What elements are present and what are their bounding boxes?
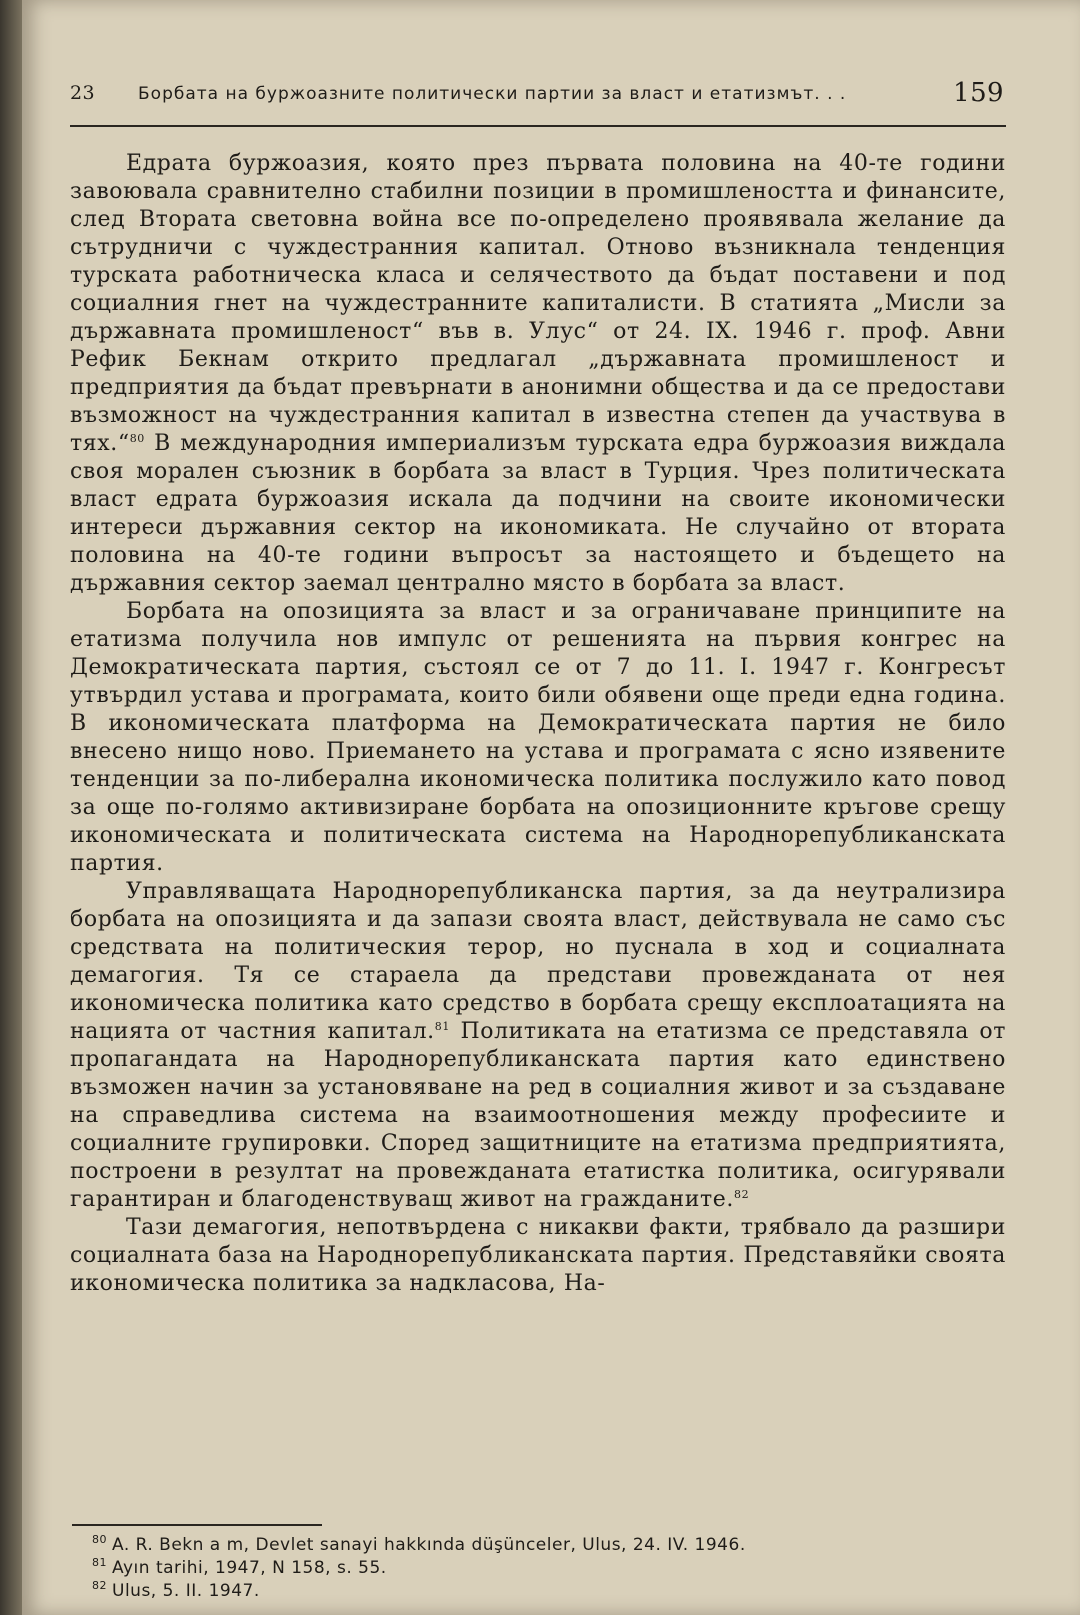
- paragraph-4-text: Тази демагогия, непотвърдена с никакви факти, трябвало да разшири социалната база на Народнорепубликанската партия. Представяйки своята икономическа политика за надкласова, На-: [70, 1215, 1006, 1296]
- book-page: [22, 0, 1080, 1615]
- paragraph-1-text: Едрата буржоазия, която през първата половина на 40-те години завоювала сравнително стабилни позиции в промишлеността и финансите, след Втората световна война все по-определено проявявала желание да сътрудничи с чуждестранния капитал. Отново възникнала тенденция турската работническа класа и селячеството да бъдат поставени и под социалния гнет на чуждестранните капиталисти. В статията „Мисли за държавната промишленост“ във в. Улус“ от 24. IX. 1946 г. проф. Авни Рефик Бекнам открито предлагал „държавната промишленост и предприятия да бъдат превърнати в анонимни общества и да се предостави възможност на чуждестранния капитал в известна степен да участвува в тях.“: [70, 151, 1006, 456]
- footnote-81: [92, 1556, 1012, 1580]
- book-spine-shadow: [0, 0, 22, 1615]
- paragraph-3-tail: Политиката на етатизма се представяла от пропагандата на Народнорепубликанската партия като единствено възможен начин за установяване на ред в социалния живот и за създаване на справедлива система на взаимоотношения между професиите и социалните групировки. Според защитниците на етатизма предприятията, построени в резултат на провежданата етатистка политика, осигурявали гарантиран и благоденствуващ живот на гражданите.: [70, 1019, 1006, 1212]
- footnote-80: [92, 1533, 1012, 1557]
- paragraph-2: [70, 598, 1006, 878]
- running-title: Борбата на буржоазните политически партии за власт и етатизмът. . .: [138, 84, 847, 104]
- footnotes: [92, 1533, 1012, 1603]
- footnote-number: 81: [92, 1556, 107, 1569]
- footnote-number: 80: [92, 1533, 107, 1546]
- paragraph-1: [70, 150, 1006, 598]
- footnote-82: [92, 1579, 1012, 1603]
- chapter-number: 23: [70, 82, 95, 104]
- footnote-ref-80: 80: [129, 432, 145, 445]
- paragraph-3: [70, 878, 1006, 1214]
- page-number: 159: [953, 78, 1004, 108]
- footnote-text: Ulus, 5. II. 1947.: [112, 1581, 260, 1601]
- footnote-ref-82: 82: [733, 1188, 750, 1201]
- footnote-number: 82: [92, 1579, 107, 1592]
- page-header: [70, 78, 1004, 122]
- footnote-ref-81: 81: [434, 1020, 450, 1033]
- footnote-text: Ayın tarihi, 1947, N 158, s. 55.: [112, 1558, 387, 1578]
- main-text: [70, 150, 1006, 1298]
- footnote-text: A. R. Bekn a m, Devlet sanayi hakkında düşünceler, Ulus, 24. IV. 1946.: [112, 1535, 746, 1555]
- paragraph-4: [70, 1214, 1006, 1298]
- paragraph-3-text: Управляващата Народнорепубликанска партия, за да неутрализира борбата на опозицията и да запази своята власт, действувала не само със средствата на политическия терор, но пуснала в ход и социалната демагогия. Тя се стараела да представи провежданата от нея икономическа политика като средство в борбата срещу експлоатацията на нацията от частния капитал.: [70, 879, 1006, 1044]
- footnote-rule: [72, 1524, 322, 1526]
- paragraph-1-tail: В международния империализъм турската едра буржоазия виждала своя морален съюзник в борбата за власт в Турция. Чрез политическата власт едрата буржоазия искала да подчини на своите икономически интереси държавния сектор на икономиката. Не случайно от втората половина на 40-те години въпросът за настоящето и бъдещето на държавния сектор заемал централно място в борбата за власт.: [70, 431, 1006, 596]
- paragraph-2-text: Борбата на опозицията за власт и за ограничаване принципите на етатизма получила нов импулс от решенията на първия конгрес на Демократическата партия, състоял се от 7 до 11. I. 1947 г. Конгресът утвърдил устава и програмата, които били обявени още преди една година. В икономическата платформа на Демократическата партия не било внесено нищо ново. Приемането на устава и програмата с ясно изявените тенденции за по-либерална икономическа политика послужило като повод за още по-голямо активизиране борбата на опозиционните кръгове срещу икономическата и политическата система на Народнорепубликанската партия.: [70, 599, 1006, 876]
- header-rule: [70, 125, 1006, 127]
